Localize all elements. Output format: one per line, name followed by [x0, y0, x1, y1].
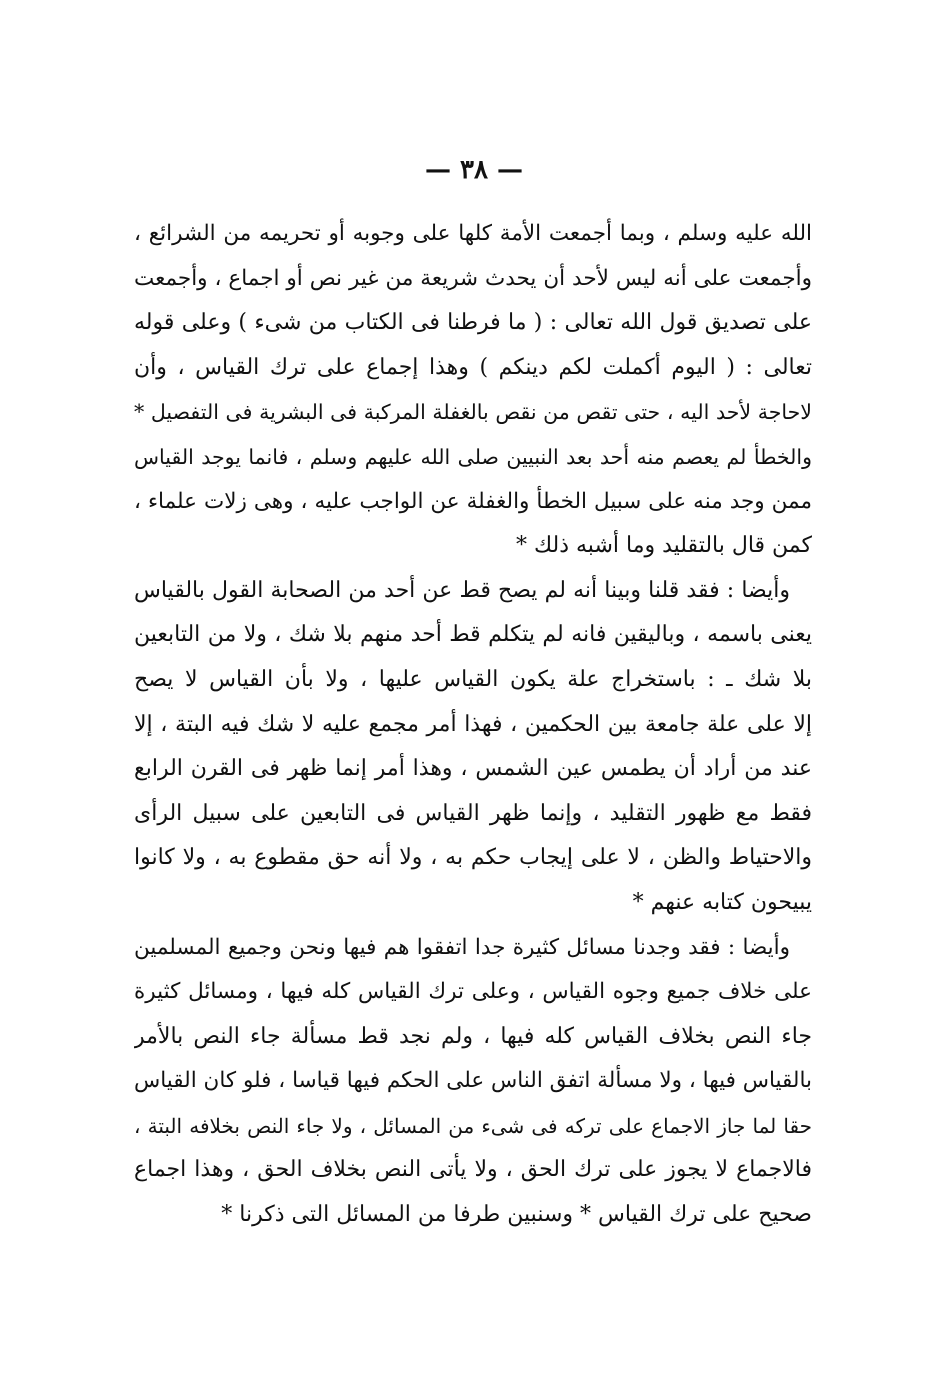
text-line: الله عليه وسلم ، وبما أجمعت الأمة كلها على وجوبه أو تحريمه من الشرائع ، [134, 221, 812, 246]
text-line: فقط مع ظهور التقليد ، وإنما ظهر القياس فى التابعين على سبيل الرأى [134, 800, 812, 826]
text-line: بالقياس فيها ، ولا مسألة اتفق الناس على الحكم فيها قياسا ، فلو كان القياس [134, 1068, 812, 1094]
text-line: بلا شك ـ : باستخراج علة يكون القياس عليها ، ولا بأن القياس لا يصح [134, 666, 812, 692]
page-number: — ٣٨ — [424, 155, 524, 185]
text-line: حقا لما جاز الاجماع على تركه فى شىء من المسائل ، ولا جاء النص بخلافه البتة ، [134, 1113, 812, 1138]
text-line: لاحاجة لأحد اليه ، حتى تقص من نقص بالغفلة المركبة فى البشرية فى التفصيل * [134, 400, 812, 425]
text-line: تعالى : ( اليوم أكملت لكم دينكم ) وهذا إجماع على ترك القياس ، وأن [134, 354, 812, 380]
text-line: على خلاف جميع وجوه القياس ، وعلى ترك القياس كله فيها ، ومسائل كثيرة [134, 979, 812, 1005]
text-line: والخطأ لم يعصم منه أحد بعد النبيين صلى الله عليهم وسلم ، فانما يوجد القياس [134, 444, 812, 469]
text-line: كمن قال بالتقليد وما أشبه ذلك * [515, 533, 812, 559]
text-line: فالاجماع لا يجوز على ترك الحق ، ولا يأتى النص بخلاف الحق ، وهذا اجماع [134, 1157, 812, 1183]
text-line: جاء النص بخلاف القياس كله فيها ، ولم نجد قط مسألة جاء النص بالأمر [134, 1023, 812, 1049]
text-line: يبيحون كتابه عنهم * [632, 889, 812, 915]
text-line: وأيضا : فقد وجدنا مسائل كثيرة جدا اتفقوا هم فيها ونحن وجميع المسلمين [134, 934, 790, 960]
text-line: والاحتياط والظن ، لا على إيجاب حكم به ، ولا أنه حق مقطوع به ، ولا كانوا [134, 845, 812, 871]
text-line: وأجمعت على أنه ليس لأحد أن يحدث شريعة من غير نص أو اجماع ، وأجمعت [134, 265, 812, 291]
text-line: ممن وجد منه على سبيل الخطأ والغفلة عن الواجب عليه ، وهى زلات علماء ، [134, 488, 812, 514]
text-line: إلا على علة جامعة بين الحكمين ، فهذا أمر مجمع عليه لا شك فيه البتة ، إلا [134, 711, 812, 737]
body-text [134, 212, 812, 1238]
text-line: عند من أراد أن يطمس عين الشمس ، وهذا أمر إنما ظهر فى القرن الرابع [134, 756, 812, 782]
text-line: يعنى باسمه ، وباليقين فانه لم يتكلم قط أحد منهم بلا شك ، ولا من التابعين [134, 622, 812, 648]
text-line: وأيضا : فقد قلنا وبينا أنه لم يصح قط عن أحد من الصحابة القول بالقياس [134, 577, 790, 603]
text-line: على تصديق قول الله تعالى : ( ما فرطنا فى الكتاب من شىء ) وعلى قوله [134, 310, 812, 336]
text-line: صحيح على ترك القياس * وسنبين طرفا من المسائل التى ذكرنا * [221, 1202, 812, 1228]
